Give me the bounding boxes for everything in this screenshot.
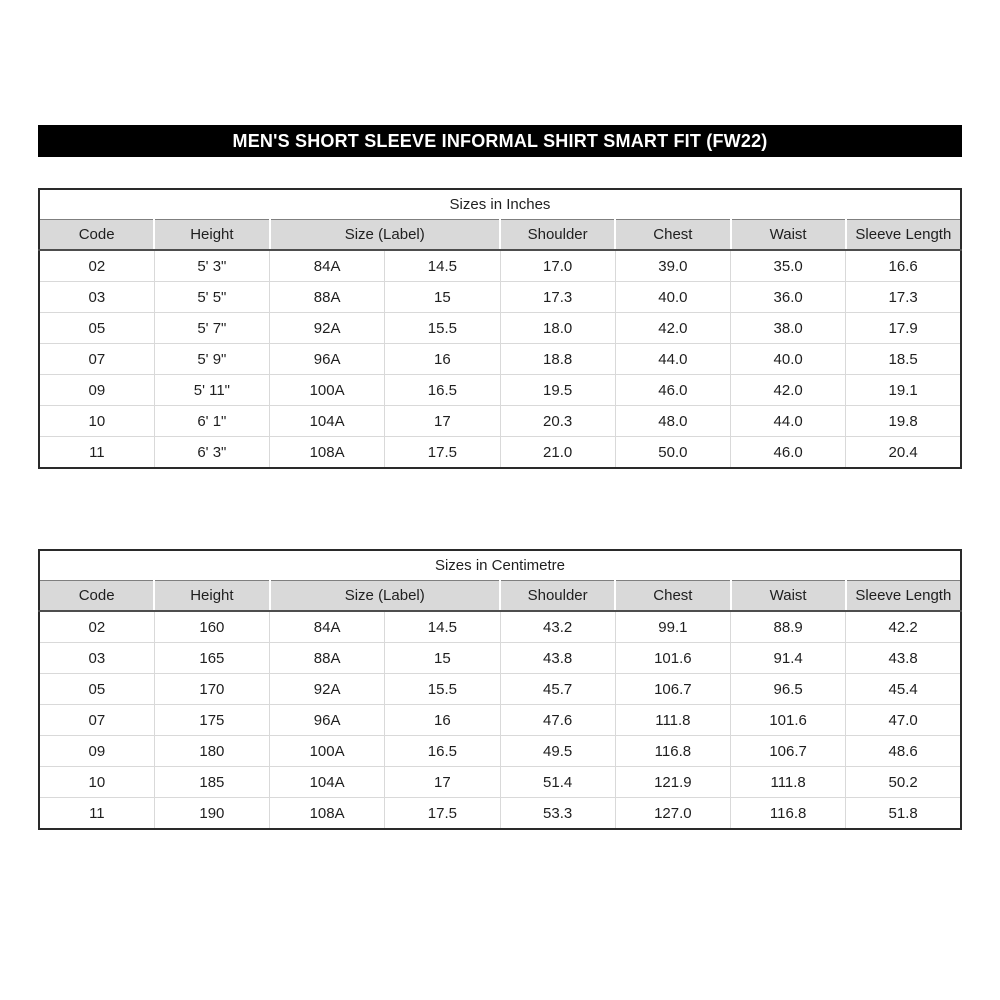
column-header: Size (Label) — [270, 220, 501, 251]
table-cell: 09 — [39, 375, 154, 406]
column-header: Sleeve Length — [846, 220, 961, 251]
table-cell: 15 — [385, 643, 500, 674]
table-cell: 15.5 — [385, 313, 500, 344]
table-cell: 185 — [154, 767, 269, 798]
table-cell: 14.5 — [385, 250, 500, 282]
table-row — [39, 437, 961, 469]
table-cell: 104A — [270, 767, 385, 798]
column-header: Shoulder — [500, 581, 615, 612]
table-cell: 17.5 — [385, 798, 500, 830]
table-cell: 99.1 — [615, 611, 730, 643]
table-row — [39, 375, 961, 406]
table-cell: 104A — [270, 406, 385, 437]
table-cell: 92A — [270, 674, 385, 705]
table-cell: 106.7 — [731, 736, 846, 767]
table-cell: 180 — [154, 736, 269, 767]
table-cell: 5' 11" — [154, 375, 269, 406]
table-cell: 07 — [39, 705, 154, 736]
table-cell: 51.8 — [846, 798, 961, 830]
table-cell: 108A — [270, 798, 385, 830]
column-header: Code — [39, 581, 154, 612]
table-cell: 46.0 — [615, 375, 730, 406]
table-cell: 101.6 — [731, 705, 846, 736]
table-cell: 96A — [270, 705, 385, 736]
table-cell: 19.5 — [500, 375, 615, 406]
table-cell: 5' 9" — [154, 344, 269, 375]
table-cell: 17.3 — [846, 282, 961, 313]
table-cell: 96.5 — [731, 674, 846, 705]
table-cell: 17.3 — [500, 282, 615, 313]
table-cell: 03 — [39, 282, 154, 313]
table-cell: 88.9 — [731, 611, 846, 643]
table-cell: 17.0 — [500, 250, 615, 282]
table-cell: 48.6 — [846, 736, 961, 767]
table-cell: 111.8 — [615, 705, 730, 736]
column-header: Size (Label) — [270, 581, 501, 612]
table-cell: 42.0 — [731, 375, 846, 406]
table-cell: 43.8 — [500, 643, 615, 674]
table-cell: 42.2 — [846, 611, 961, 643]
table-cell: 16.5 — [385, 375, 500, 406]
table-cell: 02 — [39, 611, 154, 643]
table-cell: 84A — [270, 611, 385, 643]
table-cell: 48.0 — [615, 406, 730, 437]
table-cell: 19.8 — [846, 406, 961, 437]
table-cell: 49.5 — [500, 736, 615, 767]
column-header: Code — [39, 220, 154, 251]
table-cell: 07 — [39, 344, 154, 375]
column-header: Waist — [731, 220, 846, 251]
table-row — [39, 643, 961, 674]
table-row — [39, 736, 961, 767]
table-cell: 170 — [154, 674, 269, 705]
table-title: Sizes in Inches — [39, 189, 961, 220]
table-cell: 46.0 — [731, 437, 846, 469]
table-cell: 19.1 — [846, 375, 961, 406]
table-cell: 39.0 — [615, 250, 730, 282]
column-header: Sleeve Length — [846, 581, 961, 612]
column-header: Height — [154, 581, 269, 612]
table-row — [39, 344, 961, 375]
table-cell: 18.0 — [500, 313, 615, 344]
table-row — [39, 767, 961, 798]
table-cell: 100A — [270, 375, 385, 406]
table-cell: 17.9 — [846, 313, 961, 344]
table-cell: 21.0 — [500, 437, 615, 469]
table-cell: 45.7 — [500, 674, 615, 705]
column-header: Shoulder — [500, 220, 615, 251]
table-cell: 03 — [39, 643, 154, 674]
table-cell: 88A — [270, 643, 385, 674]
table-cell: 92A — [270, 313, 385, 344]
table-cell: 18.8 — [500, 344, 615, 375]
table-cell: 84A — [270, 250, 385, 282]
table-row — [39, 611, 961, 643]
table-cell: 38.0 — [731, 313, 846, 344]
table-row — [39, 313, 961, 344]
table-cell: 10 — [39, 767, 154, 798]
table-cell: 5' 3" — [154, 250, 269, 282]
table-cell: 6' 3" — [154, 437, 269, 469]
table-cell: 05 — [39, 313, 154, 344]
banner-title: MEN'S SHORT SLEEVE INFORMAL SHIRT SMART FIT (FW22) — [232, 130, 768, 151]
table-cell: 175 — [154, 705, 269, 736]
table-cell: 11 — [39, 437, 154, 469]
table-cell: 88A — [270, 282, 385, 313]
table-header-row — [39, 220, 961, 251]
table-body — [39, 250, 961, 468]
table-cell: 100A — [270, 736, 385, 767]
column-header: Waist — [731, 581, 846, 612]
table-cell: 106.7 — [615, 674, 730, 705]
table-cell: 91.4 — [731, 643, 846, 674]
table-cell: 17 — [385, 406, 500, 437]
table-cell: 5' 5" — [154, 282, 269, 313]
table-row — [39, 250, 961, 282]
table-cell: 51.4 — [500, 767, 615, 798]
table-row — [39, 406, 961, 437]
table-cell: 127.0 — [615, 798, 730, 830]
table-cell: 16 — [385, 705, 500, 736]
column-header: Height — [154, 220, 269, 251]
table-header-row — [39, 581, 961, 612]
table-cell: 17 — [385, 767, 500, 798]
table-row — [39, 674, 961, 705]
table-cell: 47.6 — [500, 705, 615, 736]
column-header: Chest — [615, 220, 730, 251]
table-cell: 43.2 — [500, 611, 615, 643]
table-row — [39, 798, 961, 830]
table-cell: 02 — [39, 250, 154, 282]
column-header: Chest — [615, 581, 730, 612]
table-cell: 101.6 — [615, 643, 730, 674]
table-cell: 45.4 — [846, 674, 961, 705]
table-cell: 15.5 — [385, 674, 500, 705]
table-cell: 35.0 — [731, 250, 846, 282]
table-cell: 44.0 — [731, 406, 846, 437]
table-cell: 44.0 — [615, 344, 730, 375]
table-cell: 16.5 — [385, 736, 500, 767]
table-cell: 11 — [39, 798, 154, 830]
table-cell: 190 — [154, 798, 269, 830]
table-cell: 42.0 — [615, 313, 730, 344]
table-cell: 36.0 — [731, 282, 846, 313]
sizes-in-inches-table — [38, 188, 962, 469]
table-cell: 5' 7" — [154, 313, 269, 344]
table-cell: 16 — [385, 344, 500, 375]
table-cell: 09 — [39, 736, 154, 767]
table-cell: 10 — [39, 406, 154, 437]
table-cell: 116.8 — [731, 798, 846, 830]
table-cell: 121.9 — [615, 767, 730, 798]
table-row — [39, 282, 961, 313]
table-cell: 15 — [385, 282, 500, 313]
table-row — [39, 705, 961, 736]
table-cell: 50.2 — [846, 767, 961, 798]
sizes-in-centimetre-table — [38, 549, 962, 830]
table-body — [39, 611, 961, 829]
table-cell: 05 — [39, 674, 154, 705]
table-cell: 20.4 — [846, 437, 961, 469]
table-cell: 14.5 — [385, 611, 500, 643]
table-cell: 18.5 — [846, 344, 961, 375]
table-cell: 16.6 — [846, 250, 961, 282]
table-cell: 17.5 — [385, 437, 500, 469]
table-cell: 53.3 — [500, 798, 615, 830]
table-cell: 111.8 — [731, 767, 846, 798]
table-cell: 160 — [154, 611, 269, 643]
table-cell: 108A — [270, 437, 385, 469]
table-cell: 6' 1" — [154, 406, 269, 437]
table-cell: 116.8 — [615, 736, 730, 767]
table-cell: 40.0 — [731, 344, 846, 375]
table-title-row — [39, 550, 961, 581]
table-title: Sizes in Centimetre — [39, 550, 961, 581]
table-cell: 96A — [270, 344, 385, 375]
table-title-row — [39, 189, 961, 220]
table-cell: 165 — [154, 643, 269, 674]
table-cell: 50.0 — [615, 437, 730, 469]
table-cell: 47.0 — [846, 705, 961, 736]
banner — [38, 125, 962, 157]
table-cell: 20.3 — [500, 406, 615, 437]
table-cell: 40.0 — [615, 282, 730, 313]
table-cell: 43.8 — [846, 643, 961, 674]
